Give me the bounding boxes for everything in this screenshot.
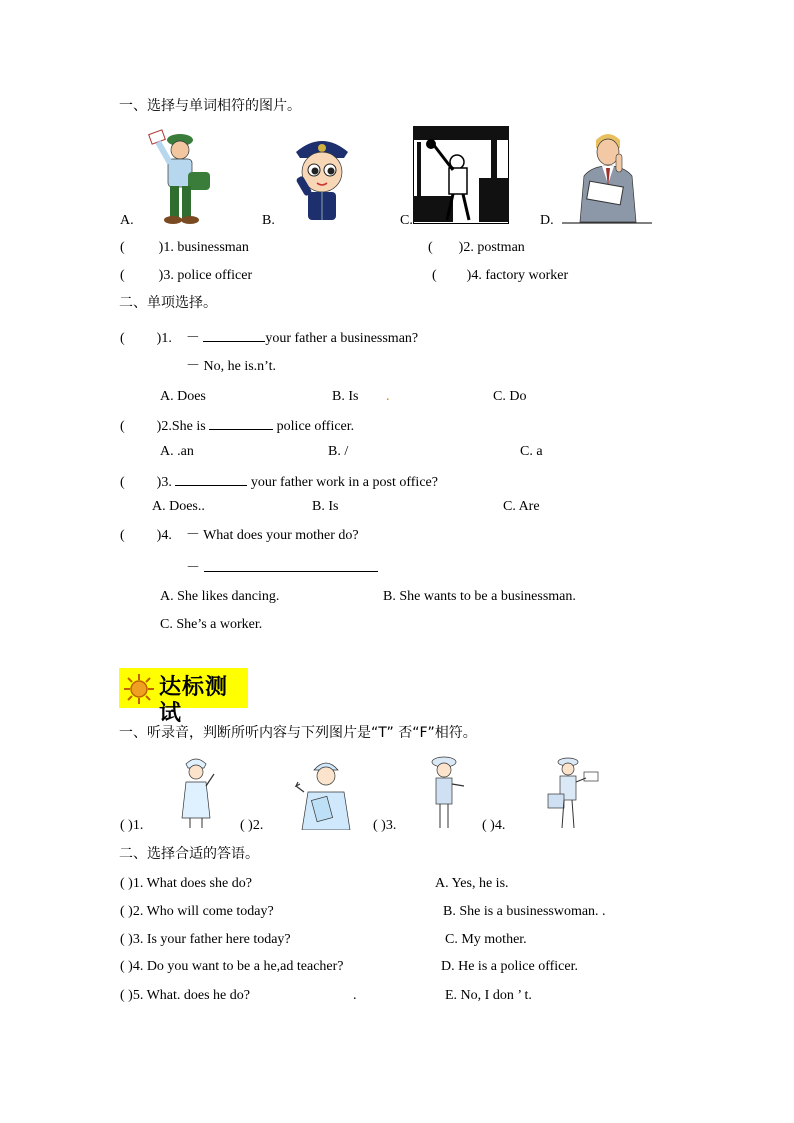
p3-item-4: ( )4.	[482, 818, 506, 833]
p2-q3: ( )3. your father work in a post office?	[120, 471, 438, 492]
answer-blank[interactable]	[204, 557, 378, 572]
p1-item-2: ( )2. postman	[428, 240, 525, 255]
part4-heading: 二、选择合适的答语。	[119, 846, 259, 862]
option-letter-d: D.	[540, 213, 554, 228]
p2-q4-option-b: B. She wants to be a businessman.	[383, 589, 576, 604]
p2-q4-answer-line: －	[186, 557, 378, 578]
p2-q4-option-a: A. She likes dancing.	[160, 589, 280, 604]
p2-q1: ( )1. － your father a businessman?	[120, 327, 418, 348]
businessman-picture	[562, 126, 652, 224]
word: postman	[477, 240, 525, 255]
p2-q1-answer: － No, he is.n’t.	[186, 359, 276, 374]
paren: (	[120, 240, 125, 255]
answer-blank[interactable]	[209, 415, 273, 430]
section-banner	[119, 668, 248, 726]
p2-q3-option-b: B. Is	[312, 499, 339, 514]
p4-question-4: ( )4. Do you want to be a he,ad teacher?	[120, 959, 344, 974]
p2-q2: ( )2.She is police officer.	[120, 415, 354, 436]
p4-answer-e: E. No, I don ’ t.	[445, 988, 532, 1003]
option-letter-b: B.	[262, 213, 275, 228]
answer-blank[interactable]	[203, 327, 265, 342]
p4-question-3: ( )3. Is your father here today?	[120, 932, 291, 947]
p3-item-2: ( )2.	[240, 818, 264, 833]
p2-q4: ( )4. － What does your mother do?	[120, 528, 359, 543]
p2-q1-option-b: B. Is	[332, 389, 359, 404]
postman-picture	[140, 128, 220, 225]
p1-item-4: ( )4. factory worker	[432, 268, 569, 283]
p4-answer-a: A. Yes, he is.	[435, 876, 509, 891]
p4-answer-c: C. My mother.	[445, 932, 527, 947]
p2-q1-option-c: C. Do	[493, 389, 527, 404]
p2-q3-option-c: C. Are	[503, 499, 540, 514]
word: police officer	[177, 268, 253, 283]
nurse-picture	[172, 752, 220, 830]
option-letter-c: C.	[400, 213, 413, 228]
p2-q2-option-a: A. .an	[160, 444, 194, 459]
p1-item-1: ( )1. businessman	[120, 240, 249, 255]
word: businessman	[177, 240, 249, 255]
police-woman-picture	[424, 752, 468, 832]
p3-item-3: ( )3.	[373, 818, 397, 833]
p4-question-5: ( )5. What. does he do?	[120, 988, 250, 1003]
banner-title: 达标测试	[159, 675, 229, 726]
p4-answer-d: D. He is a police officer.	[441, 959, 578, 974]
p1-item-3: ( )3. police officer	[120, 268, 253, 283]
p2-q2-option-c: C. a	[520, 444, 543, 459]
answer-blank[interactable]	[175, 471, 247, 486]
p2-q1-option-a: A. Does	[160, 389, 206, 404]
p3-item-1: ( )1.	[120, 818, 144, 833]
p4-question-2: ( )2. Who will come today?	[120, 904, 274, 919]
sun-icon	[123, 673, 155, 705]
factory-worker-picture	[413, 126, 509, 224]
word: factory worker	[485, 268, 569, 283]
stray-dot: .	[353, 988, 357, 1003]
postman-small-picture	[540, 752, 602, 832]
part3-heading: 一、听录音，判断所听内容与下列图片是“T” 否“F”相符。	[119, 725, 477, 741]
stray-dot: .	[386, 389, 390, 404]
p2-q4-option-c: C. She’s a worker.	[160, 617, 263, 632]
worker-picture	[292, 752, 358, 830]
p2-q2-option-b: B. /	[328, 444, 349, 459]
part1-heading: 一、选择与单词相符的图片。	[119, 98, 301, 114]
option-letter-a: A.	[120, 213, 134, 228]
p2-q3-option-a: A. Does..	[152, 499, 205, 514]
p4-answer-b: B. She is a businesswoman. .	[443, 904, 606, 919]
police-officer-picture	[282, 128, 362, 225]
part2-heading: 二、单项选择。	[119, 295, 217, 311]
p4-question-1: ( )1. What does she do?	[120, 876, 252, 891]
